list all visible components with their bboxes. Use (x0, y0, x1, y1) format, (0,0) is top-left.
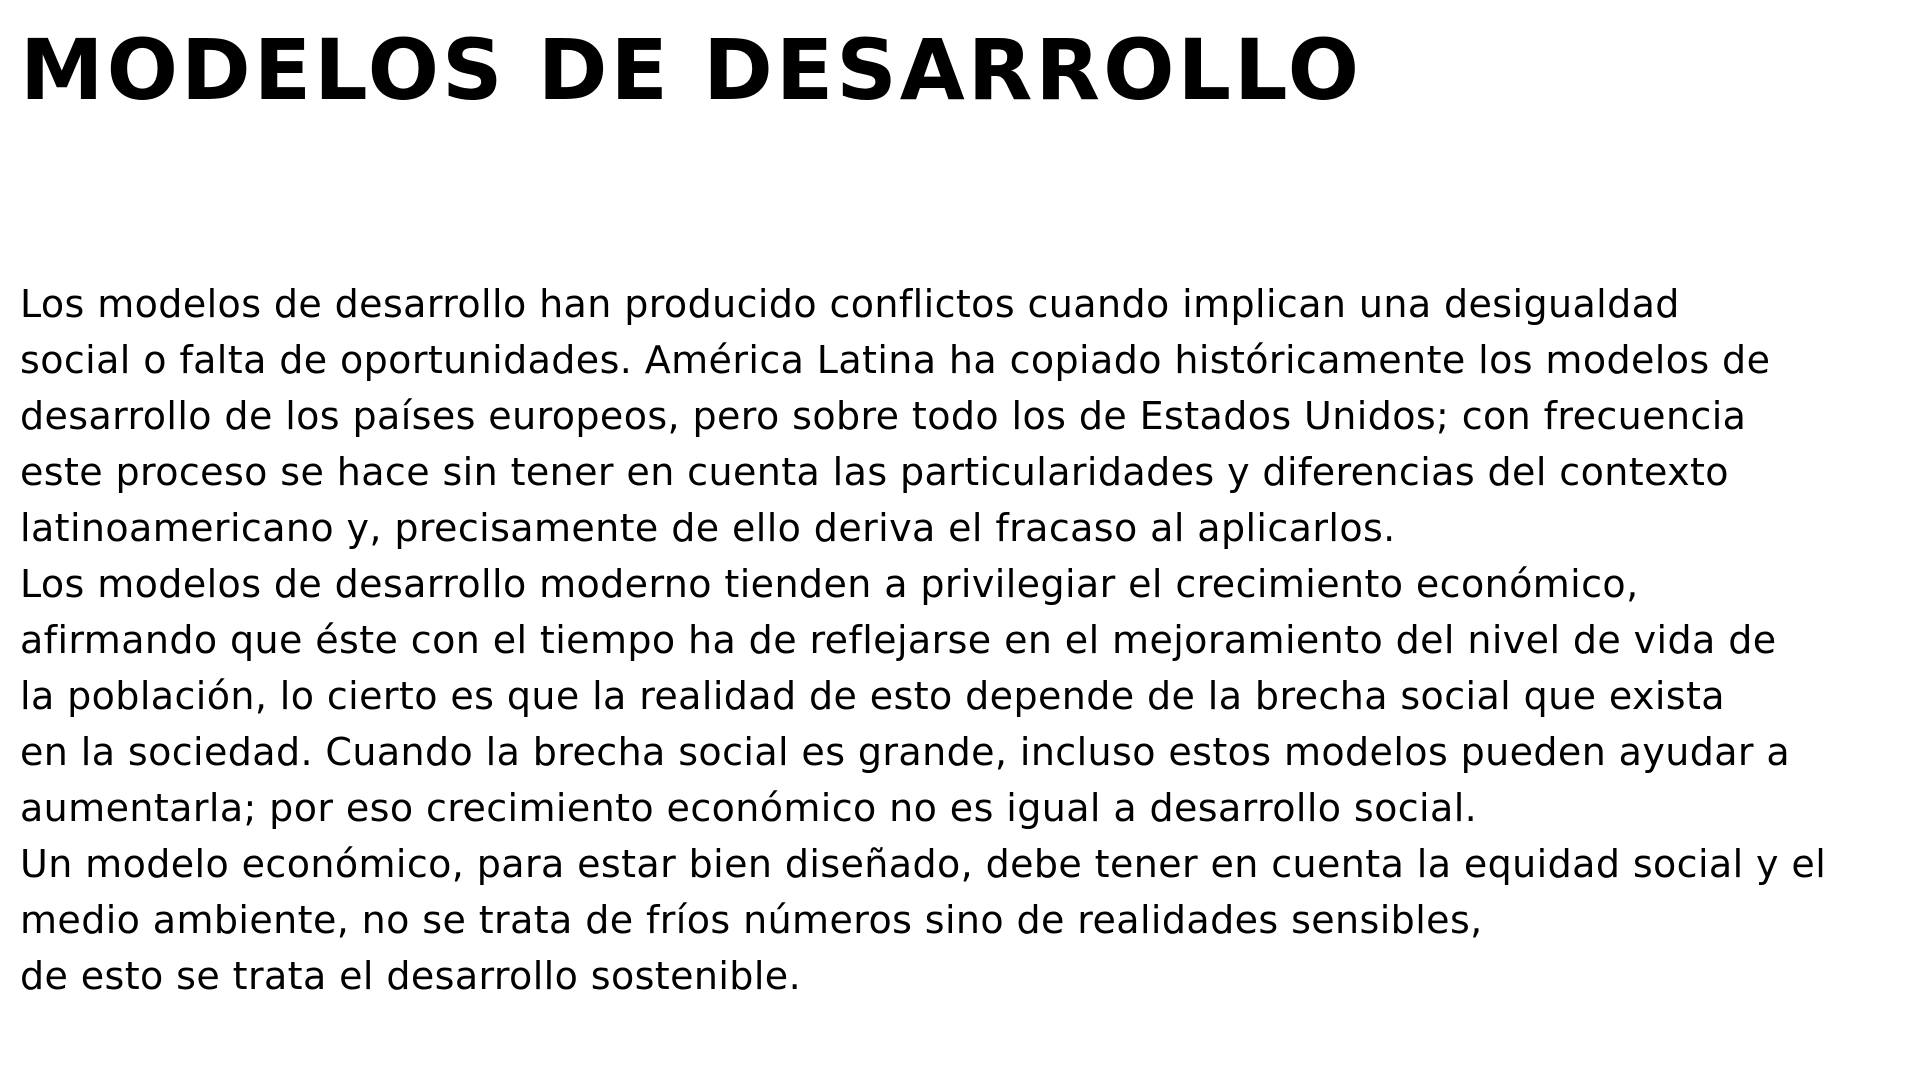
text-line: social o falta de oportunidades. América Latina ha copiado históricamente los modelos de (20, 338, 1771, 382)
text-line: desarrollo de los países europeos, pero sobre todo los de Estados Unidos; con frecuencia (20, 394, 1747, 438)
text-line: latinoamericano y, precisamente de ello deriva el fracaso al aplicarlos. (20, 506, 1396, 550)
page-title: MODELOS DE DESARROLLO (20, 21, 1362, 119)
text-line: este proceso se hace sin tener en cuenta las particularidades y diferencias del contexto (20, 450, 1729, 494)
text-line: aumentarla; por eso crecimiento económico no es igual a desarrollo social. (20, 786, 1478, 830)
text-line: en la sociedad. Cuando la brecha social es grande, incluso estos modelos pueden ayudar a (20, 730, 1791, 774)
text-line: la población, lo cierto es que la realidad de esto depende de la brecha social que exista (20, 674, 1725, 718)
text-line: afirmando que éste con el tiempo ha de reflejarse en el mejoramiento del nivel de vida de (20, 618, 1777, 662)
text-line: Un modelo económico, para estar bien diseñado, debe tener en cuenta la equidad social y el (20, 842, 1827, 886)
body-text (20, 276, 1920, 1004)
text-line: medio ambiente, no se trata de fríos números sino de realidades sensibles, (20, 898, 1483, 942)
text-line: Los modelos de desarrollo han producido conflictos cuando implican una desigualdad (20, 282, 1680, 326)
text-line: Los modelos de desarrollo moderno tienden a privilegiar el crecimiento económico, (20, 562, 1639, 606)
text-line: de esto se trata el desarrollo sostenible. (20, 954, 802, 998)
